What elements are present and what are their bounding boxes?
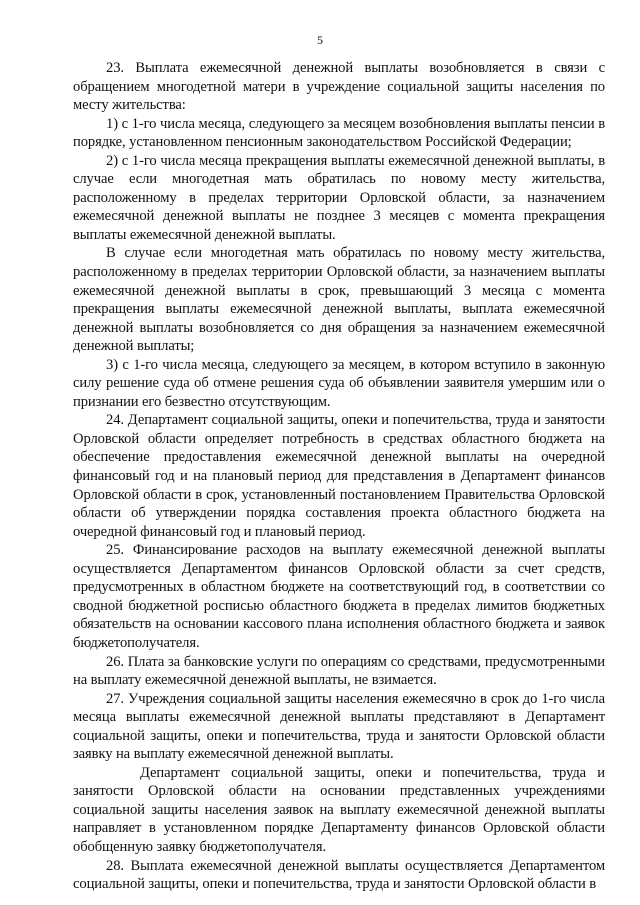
paragraph-23-item-2-note: В случае если многодетная мать обратилась по новому месту жительства, расположенному в пределах территории Орловской области, за назначением выплаты ежемесячной денежной выплаты в срок, превышающий 3 месяца с момента прекращения выплаты ежемесячной денежной выплаты, выплата ежемесячной денежной выплаты возобновляется со дня обращения за назначением ежемесячной денежной выплаты; (73, 245, 605, 355)
paragraph-25: 25. Финансирование расходов на выплату ежемесячной денежной выплаты осуществляется Департаментом финансов Орловской области за счет средств, предусмотренных в областном бюджете на соответствующий год, в соответствии со сводной бюджетной росписью областного бюджета в пределах лимитов бюджетных обязательств на основании кассового плана исполнения областного бюджета и заявок бюджетополучателя. (73, 542, 605, 651)
document-body (73, 59, 605, 894)
paragraph-27: 27. Учреждения социальной защиты населения ежемесячно в срок до 1-го числа месяца выплаты ежемесячной денежной выплаты представляют в Департамент социальной защиты, опеки и попечительства, труда и занятости Орловской области заявку на выплату ежемесячной денежной выплаты. (73, 690, 605, 763)
paragraph-28: 28. Выплата ежемесячной денежной выплаты осуществляется Департаментом социальной защиты, опеки и попечительства, труда и занятости Орловской области в (73, 857, 605, 893)
paragraph-26: 26. Плата за банковские услуги по операциям со средствами, предусмотренными на выплату ежемесячной денежной выплаты, не взимается. (73, 653, 605, 689)
paragraph-23: 23. Выплата ежемесячной денежной выплаты возобновляется в связи с обращением многодетной матери в учреждение социальной защиты населения по месту жительства: (73, 60, 605, 114)
page-number: 5 (317, 33, 323, 47)
paragraph-23-item-2: 2) с 1-го числа месяца прекращения выплаты ежемесячной денежной выплаты, в случае если многодетная мать обратилась по новому месту жительства, расположенному в пределах территории Орловской области, за назначением ежемесячной денежной выплаты не позднее 3 месяцев с момента прекращения выплаты ежемесячной денежной выплаты. (73, 152, 605, 243)
paragraph-24: 24. Департамент социальной защиты, опеки и попечительства, труда и занятости Орловской области определяет потребность в средствах областного бюджета на обеспечение предоставления ежемесячной денежной выплаты на очередной финансовый год и на плановый период для представления в Департамент финансов Орловской области в срок, установленный постановлением Правительства Орловской области об утверждении порядка составления проекта областного бюджета на очередной финансовый год и плановый период. (73, 412, 605, 540)
paragraph-27-continuation: Департамент социальной защиты, опеки и попечительства, труда и занятости Орловской области на основании представленных учреждениями социальной защиты населения заявок на выплату ежемесячной денежной выплаты направляет в установленном порядке Департаменту финансов Орловской области обобщенную заявку бюджетополучателя. (73, 764, 605, 855)
paragraph-23-item-3: 3) с 1-го числа месяца, следующего за месяцем, в котором вступило в законную силу решение суда об отмене решения суда об объявлении заявителя умершим или о признании его безвестно отсутствующим. (73, 356, 605, 410)
paragraph-23-item-1: 1) с 1-го числа месяца, следующего за месяцем возобновления выплаты пенсии в порядке, установленном пенсионным законодательством Российской Федерации; (73, 115, 605, 151)
